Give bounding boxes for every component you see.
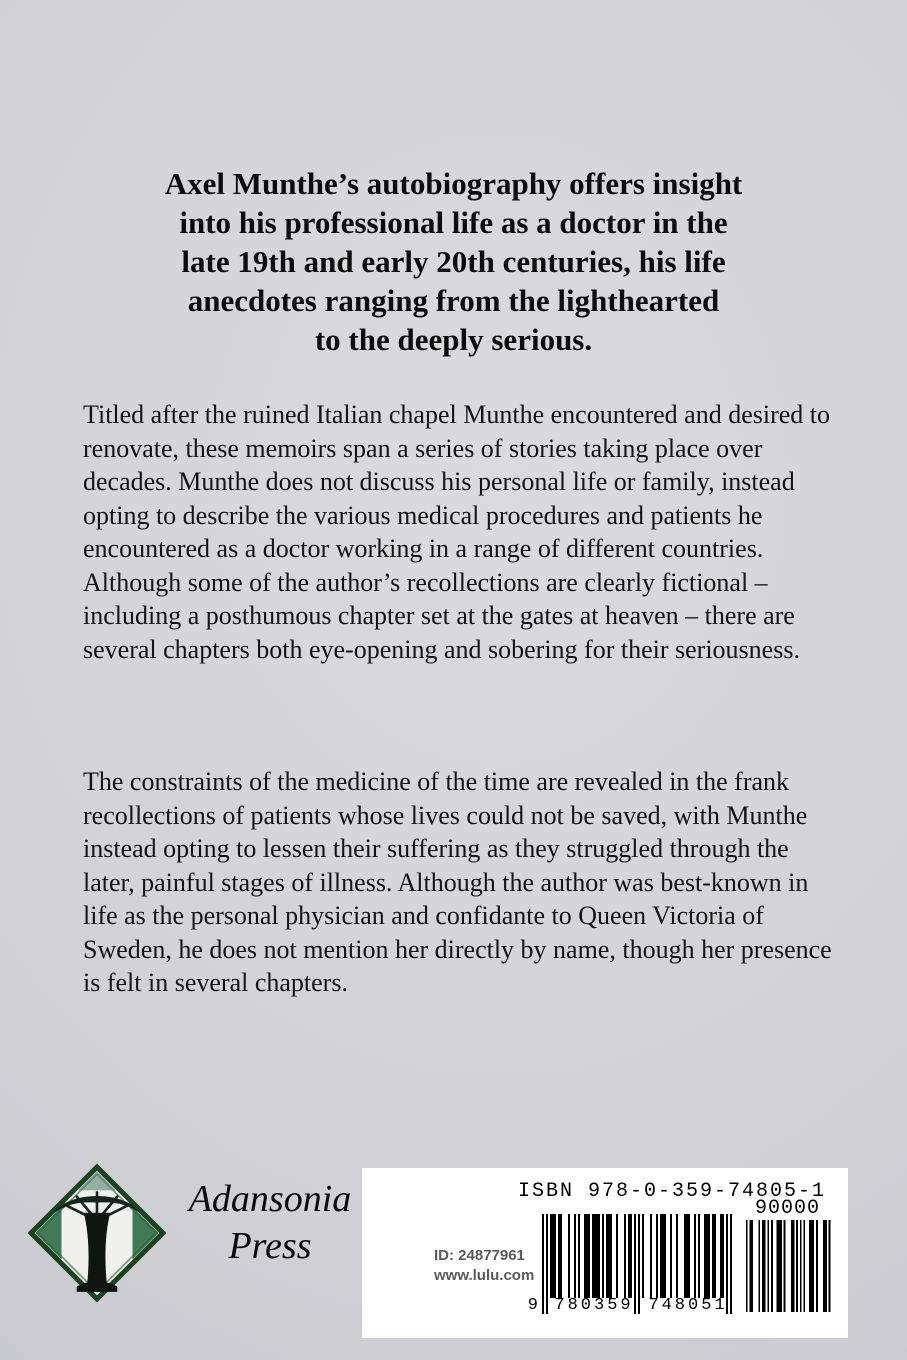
- isbn-label: ISBN 978-0-359-74805-1: [518, 1180, 827, 1203]
- printer-website: www.lulu.com: [434, 1267, 535, 1284]
- barcode-panel: [362, 1168, 848, 1338]
- headline: [60, 164, 847, 359]
- publisher-name: [166, 1176, 374, 1270]
- publisher-name-line2: Press: [228, 1225, 312, 1267]
- printer-id-block: [434, 1246, 534, 1286]
- ean5-addon-barcode: [744, 1220, 831, 1312]
- headline-line: to the deeply serious.: [314, 322, 593, 357]
- price-code: 90000: [754, 1197, 820, 1220]
- synopsis-paragraph-2: The constraints of the medicine of the time are revealed in the frank recollections of patients whose lives could not be saved, with Munthe instead opting to lessen their suffering as they struggled through the later, painful stages of illness. Although the author was best-known in life as the personal physician and confidante to Queen Victoria of Sweden, he does not mention her directly by name, though her presence is felt in several chapters.: [83, 767, 832, 997]
- barcode-digit-system: 9: [527, 1296, 538, 1315]
- headline-line: Axel Munthe’s autobiography offers insight: [164, 166, 743, 201]
- headline-line: late 19th and early 20th centuries, his life: [181, 244, 726, 279]
- baobab-tree-icon: [26, 1162, 168, 1304]
- headline-line: anecdotes ranging from the lighthearted: [187, 283, 720, 318]
- publisher-name-line1: Adansonia: [188, 1178, 352, 1220]
- barcode-digits-group1: 780359: [554, 1296, 634, 1315]
- headline-line: into his professional life as a doctor in the: [179, 205, 728, 240]
- synopsis-paragraph-1: Titled after the ruined Italian chapel Munthe encountered and desired to renovate, these memoirs span a series of stories taking place over decades. Munthe does not discuss his personal life or family, instead opting to describe the various medical procedures and patients he encountered as a doctor working in a range of different countries. Although some of the author’s recollections are clearly fictional – including a posthumous chapter set at the gates at heaven – there are several chapters both eye-opening and sobering for their seriousness.: [83, 400, 831, 664]
- barcode-digits-group2: 748051: [648, 1296, 728, 1315]
- printer-id: ID: 24877961: [434, 1247, 525, 1264]
